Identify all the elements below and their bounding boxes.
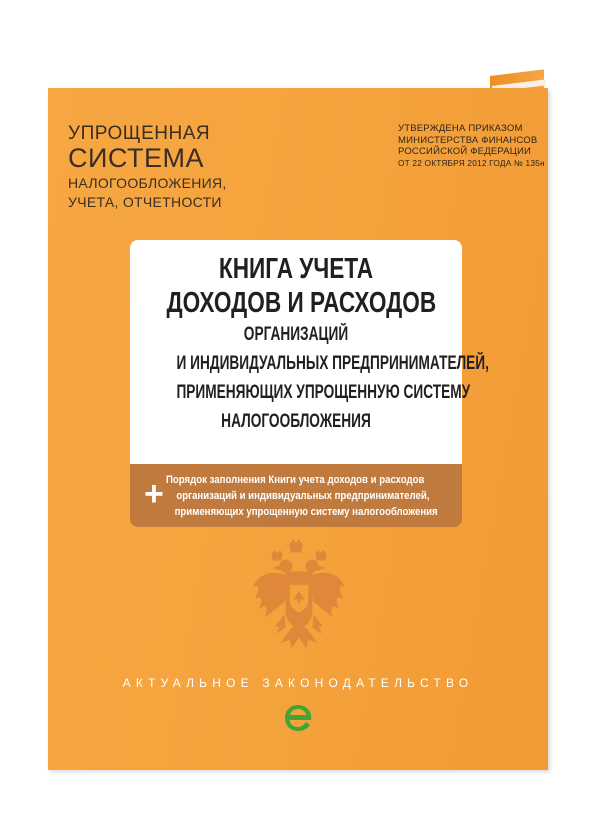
series-label [68,124,227,209]
approval-line-4: ОТ 22 ОКТЯБРЯ 2012 ГОДА № 135н [398,157,545,168]
series-line-2: СИСТЕМА [68,143,205,173]
publisher-e-logo-icon [282,702,314,734]
series-line-1: УПРОЩЕННАЯ [68,123,211,144]
supplement-line-2: организаций и индивидуальных предпринимателей, [176,490,430,502]
supplement-band [130,464,462,527]
title-panel [130,240,489,464]
book-subtitle-line-3: ПРИМЕНЯЮЩИХ УПРОЩЕННУЮ СИСТЕМУ [176,382,471,403]
approval-note [398,123,545,169]
supplement-line-1: Порядок заполнения Книги учета доходов и расходов [166,474,425,486]
series-line-4: УЧЕТА, ОТЧЕТНОСТИ [68,194,222,210]
book-subtitle-line-1: ОРГАНИЗАЦИЙ [243,324,349,345]
series-footer: АКТУАЛЬНОЕ ЗАКОНОДАТЕЛЬСТВО [122,676,474,690]
approval-line-2: МИНИСТЕРСТВА ФИНАНСОВ [398,134,538,146]
approval-line-3: РОССИЙСКОЙ ФЕДЕРАЦИИ [398,146,532,157]
approval-line-1: УТВЕРЖДЕНА ПРИКАЗОМ [398,123,523,134]
russian-coat-of-arms-icon [252,540,346,652]
book-title-line-1: КНИГА УЧЕТА [218,253,374,285]
supplement-line-3: применяющих упрощенную систему налогообложения [174,506,438,518]
book-subtitle-line-2: И ИНДИВИДУАЛЬНЫХ ПРЕДПРИНИМАТЕЛЕЙ, [176,353,489,374]
supplement-text [166,472,438,520]
plus-icon: + [144,475,164,513]
book-title-line-2: ДОХОДОВ И РАСХОДОВ [166,287,437,319]
series-line-3: НАЛОГООБЛОЖЕНИЯ, [68,175,227,191]
book-subtitle-line-4: НАЛОГООБЛОЖЕНИЯ [221,411,371,432]
